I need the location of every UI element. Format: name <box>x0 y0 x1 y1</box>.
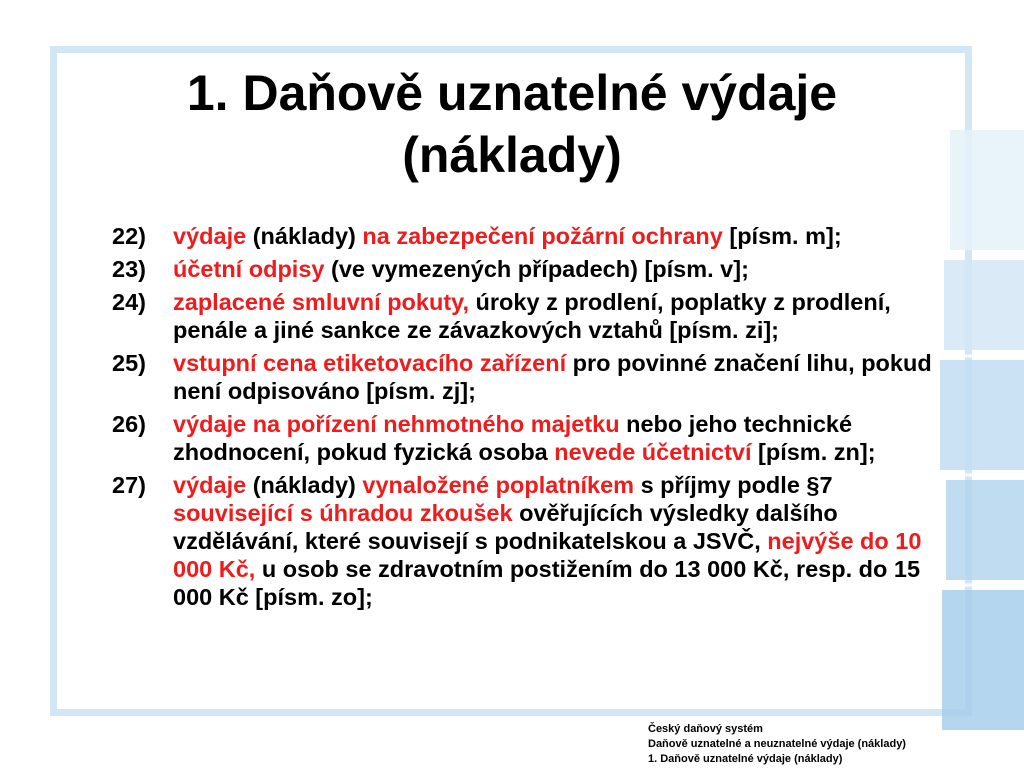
plain-phrase: s příjmy podle §7 <box>634 472 833 498</box>
slide-title <box>60 62 964 186</box>
item-number: 24) <box>112 289 146 315</box>
plain-phrase: pro povinné značení lihu, pokud není odpisováno [písm. zj]; <box>173 350 932 404</box>
plain-phrase: (náklady) <box>246 472 363 498</box>
list-item <box>112 222 942 250</box>
plain-phrase: nebo jeho technické zhodnocení, pokud fyzická osoba <box>173 411 853 465</box>
plain-phrase: (ve vymezených případech) [písm. v]; <box>324 256 749 282</box>
item-text <box>173 289 891 343</box>
plain-phrase: ověřujících výsledky dalšího vzdělávání, které souvisejí s podnikatelskou a JSVČ, <box>173 500 838 554</box>
highlighted-phrase: na zabezpečení požární ochrany <box>362 223 723 249</box>
highlighted-phrase: účetní odpisy <box>173 256 325 282</box>
list-item <box>112 349 942 405</box>
item-text <box>173 411 876 465</box>
item-text <box>173 472 921 610</box>
highlighted-phrase: výdaje na pořízení nehmotného majetku <box>173 411 620 437</box>
highlighted-phrase: vstupní cena etiketovacího zařízení <box>173 350 567 376</box>
item-number: 22) <box>112 223 146 249</box>
footer-chapter-name: Daňově uznatelné a neuznatelné výdaje (náklady) <box>648 738 906 750</box>
highlighted-phrase: zaplacené smluvní pokuty, <box>173 289 470 315</box>
slide-title-line2: (náklady) <box>402 127 622 183</box>
highlighted-phrase: související s úhradou zkoušek <box>173 500 513 526</box>
item-text <box>173 350 932 404</box>
highlighted-phrase: výdaje <box>173 472 247 498</box>
expense-item-list <box>112 222 942 616</box>
list-item <box>112 471 942 611</box>
book-stack-decoration <box>940 130 1024 730</box>
item-text <box>173 256 749 282</box>
highlighted-phrase: nejvýše do 10 000 Kč, <box>173 528 922 582</box>
slide-title-line1: 1. Daňově uznatelné výdaje <box>186 65 838 121</box>
item-number: 26) <box>112 411 146 437</box>
slide-footer <box>648 722 1018 767</box>
plain-phrase: [písm. m]; <box>722 223 842 249</box>
plain-phrase: úroky z prodlení, poplatky z prodlení, penále a jiné sankce ze závazkových vztahů [písm. zi]; <box>173 289 891 343</box>
item-number: 25) <box>112 350 146 376</box>
highlighted-phrase: výdaje <box>173 223 247 249</box>
plain-phrase: (náklady) <box>246 223 363 249</box>
list-item <box>112 255 942 283</box>
highlighted-phrase: vynaložené poplatníkem <box>362 472 635 498</box>
list-item <box>112 410 942 466</box>
item-text <box>173 223 842 249</box>
item-number: 27) <box>112 472 146 498</box>
list-item <box>112 288 942 344</box>
footer-section-name: 1. Daňově uznatelné výdaje (náklady) <box>648 753 843 765</box>
highlighted-phrase: nevede účetnictví <box>554 439 752 465</box>
item-number: 23) <box>112 256 146 282</box>
plain-phrase: u osob se zdravotním postižením do 13 000 Kč, resp. do 15 000 Kč [písm. zo]; <box>173 556 921 610</box>
plain-phrase: [písm. zn]; <box>751 439 876 465</box>
footer-course-name: Český daňový systém <box>648 723 763 735</box>
